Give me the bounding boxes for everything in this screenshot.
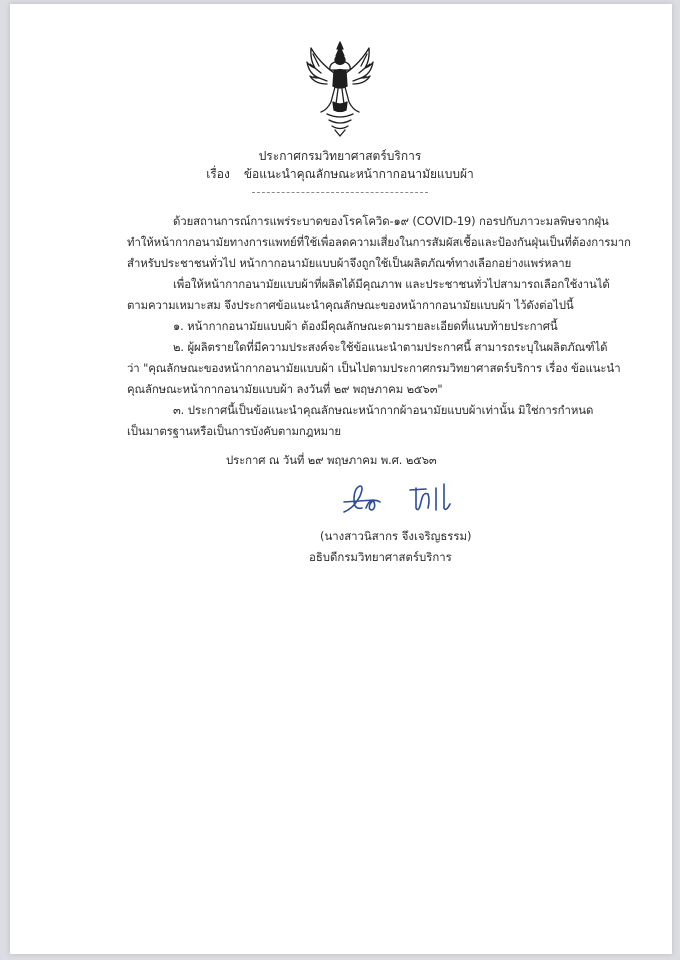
clause-1: ๑. หน้ากากอนามัยแบบผ้า ต้องมีคุณลักษณะตามรายละเอียดที่แนบท้ายประกาศนี้	[173, 319, 558, 333]
body-line: เพื่อให้หน้ากากอนามัยแบบผ้าที่ผลิตได้มีคุณภาพ และประชาชนทั่วไปสามารถเลือกใช้งานได้	[173, 277, 610, 291]
handwritten-signature	[340, 478, 490, 520]
body-line: คุณลักษณะหน้ากากอนามัยแบบผ้า ลงวันที่ ๒๙ พฤษภาคม ๒๕๖๓"	[127, 382, 443, 396]
body-line: ทำให้หน้ากากอนามัยทางการแพทย์ที่ใช้เพื่อลดความเสี่ยงในการสัมผัสเชื้อและป้องกันฝุ่นเป็นที่ต้องการมาก	[127, 235, 631, 249]
document-title: ประกาศกรมวิทยาศาสตร์บริการ	[258, 149, 422, 163]
body-line: เป็นมาตรฐานหรือเป็นการบังคับตามกฎหมาย	[127, 424, 341, 438]
body-line: สำหรับประชาชนทั่วไป หน้ากากอนามัยแบบผ้าจึงถูกใช้เป็นผลิตภัณฑ์ทางเลือกอย่างแพร่หลาย	[127, 256, 572, 270]
clause-2: ๒. ผู้ผลิตรายใดที่มีความประสงค์จะใช้ข้อแนะนำตามประกาศนี้ สามารถระบุในผลิตภัณฑ์ได้	[173, 340, 608, 354]
announcement-date: ประกาศ ณ วันที่ ๒๙ พฤษภาคม พ.ศ. ๒๕๖๓	[226, 453, 437, 467]
body-line: ว่า "คุณลักษณะของหน้ากากอนามัยแบบผ้า เป็นไปตามประกาศกรมวิทยาศาสตร์บริการ เรื่อง ข้อแนะนำ	[127, 361, 621, 375]
body-line: ตามความเหมาะสม จึงประกาศข้อแนะนำคุณลักษณะของหน้ากากอนามัยแบบผ้า ไว้ดังต่อไปนี้	[127, 298, 574, 312]
garuda-emblem-icon	[305, 40, 375, 138]
signatory-name: (นางสาวนิสากร จึงเจริญธรรม)	[320, 529, 472, 543]
clause-3: ๓. ประกาศนี้เป็นข้อแนะนำคุณลักษณะหน้ากากผ้าอนามัยแบบผ้าเท่านั้น มิใช่การกำหนด	[173, 403, 594, 417]
signatory-position: อธิบดีกรมวิทยาศาสตร์บริการ	[309, 550, 452, 564]
subject-label: เรื่อง	[206, 167, 230, 181]
title-divider	[252, 192, 428, 193]
document-subject	[0, 166, 680, 182]
body-line: ด้วยสถานการณ์การแพร่ระบาดของโรคโควิด-๑๙ (COVID-19) กอรปกับภาวะมลพิษจากฝุ่น	[173, 214, 609, 228]
subject-text: ข้อแนะนำคุณลักษณะหน้ากากอนามัยแบบผ้า	[243, 167, 474, 181]
